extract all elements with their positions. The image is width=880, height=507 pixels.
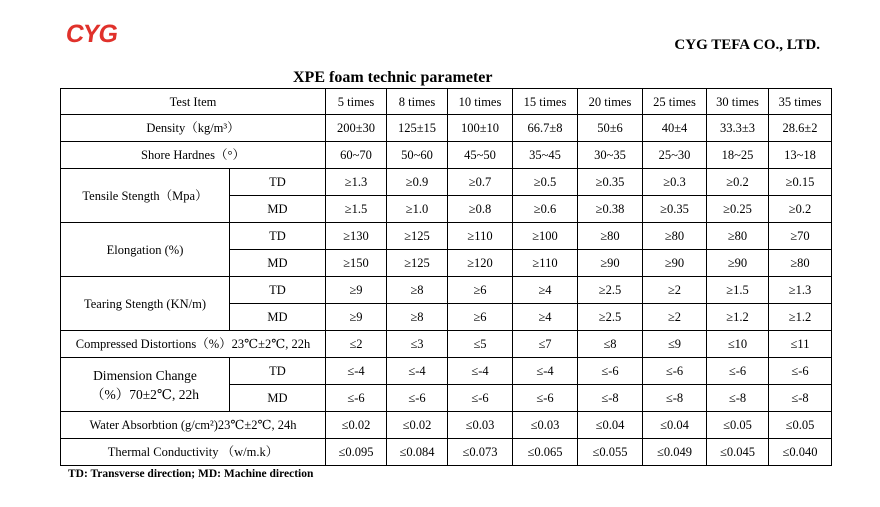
table-cell: ≥0.38 [578, 196, 643, 223]
table-cell: ≤-8 [707, 385, 769, 412]
table-cell: ≤0.095 [326, 439, 387, 466]
table-row [61, 223, 832, 250]
table-cell: ≤-6 [769, 358, 832, 385]
table-cell: ≤0.03 [513, 412, 578, 439]
table-cell: ≥0.15 [769, 169, 832, 196]
table-row [61, 412, 832, 439]
row-label-text: Tearing Stength (KN/m) [83, 296, 206, 311]
table-row [61, 115, 832, 142]
table-cell: ≤-6 [448, 385, 513, 412]
table-cell: ≥9 [326, 277, 387, 304]
table-cell: ≥8 [387, 304, 448, 331]
table-cell: ≤5 [448, 331, 513, 358]
table-cell: ≤-4 [387, 358, 448, 385]
table-cell: 100±10 [448, 115, 513, 142]
table-cell: ≤-4 [513, 358, 578, 385]
row-label: Compressed Distortions（%）23℃±2℃, 22h [61, 331, 326, 358]
table-cell: ≥80 [707, 223, 769, 250]
table-cell: ≤0.05 [769, 412, 832, 439]
row-label-text: Dimension Change [93, 367, 197, 383]
table-cell: ≥130 [326, 223, 387, 250]
table-cell: ≥6 [448, 304, 513, 331]
table-cell: ≥9 [326, 304, 387, 331]
row-label [61, 169, 230, 223]
table-cell: ≥2.5 [578, 304, 643, 331]
table-cell: ≤0.040 [769, 439, 832, 466]
table-cell: 13~18 [769, 142, 832, 169]
column-header: 20 times [578, 89, 643, 115]
table-cell: ≥90 [707, 250, 769, 277]
table-cell: ≤-6 [707, 358, 769, 385]
table-cell: 40±4 [643, 115, 707, 142]
table-cell: ≤-6 [578, 358, 643, 385]
table-cell: ≥0.35 [643, 196, 707, 223]
table-cell: ≤3 [387, 331, 448, 358]
direction-label: MD [230, 196, 326, 223]
table-row [61, 169, 832, 196]
table-cell: ≥0.5 [513, 169, 578, 196]
table-row [61, 331, 832, 358]
table-cell: ≥70 [769, 223, 832, 250]
column-header: 5 times [326, 89, 387, 115]
table-cell: ≥0.3 [643, 169, 707, 196]
table-cell: 28.6±2 [769, 115, 832, 142]
table-cell: ≤-6 [643, 358, 707, 385]
column-header: 15 times [513, 89, 578, 115]
table-row [61, 142, 832, 169]
table-cell: 18~25 [707, 142, 769, 169]
table-cell: 60~70 [326, 142, 387, 169]
table-cell: ≤0.03 [448, 412, 513, 439]
table-cell: ≤0.084 [387, 439, 448, 466]
row-label: Thermal Conductivity （w/m.k） [61, 439, 326, 466]
table-cell: ≥8 [387, 277, 448, 304]
table-cell: ≤-6 [326, 385, 387, 412]
table-cell: ≥125 [387, 223, 448, 250]
row-label-subtext: （%）70±2℃, 22h [90, 386, 199, 402]
table-cell: ≥1.3 [326, 169, 387, 196]
direction-label: TD [230, 277, 326, 304]
table-row [61, 277, 832, 304]
table-cell: 200±30 [326, 115, 387, 142]
table-cell: ≥0.6 [513, 196, 578, 223]
table-cell: ≤9 [643, 331, 707, 358]
table-cell: ≤0.055 [578, 439, 643, 466]
table-cell: ≥1.2 [707, 304, 769, 331]
header-test-item: Test Item [61, 89, 326, 115]
row-label [61, 277, 230, 331]
table-cell: ≥80 [578, 223, 643, 250]
table-cell: ≥2 [643, 277, 707, 304]
direction-label: MD [230, 385, 326, 412]
table-cell: ≥90 [643, 250, 707, 277]
row-label-text: Tensile Stength（Mpa） [82, 188, 208, 203]
table-cell: ≤-4 [326, 358, 387, 385]
table-cell: ≥2.5 [578, 277, 643, 304]
table-cell: ≥100 [513, 223, 578, 250]
table-cell: ≥110 [513, 250, 578, 277]
table-cell: ≥120 [448, 250, 513, 277]
table-cell: ≥0.25 [707, 196, 769, 223]
table-cell: ≤-6 [513, 385, 578, 412]
table-cell: ≥6 [448, 277, 513, 304]
table-cell: ≥1.5 [707, 277, 769, 304]
row-label: Shore Hardnes（°） [61, 142, 326, 169]
table-cell: ≤0.049 [643, 439, 707, 466]
table-cell: ≥1.3 [769, 277, 832, 304]
table-cell: 50~60 [387, 142, 448, 169]
row-label [61, 223, 230, 277]
column-header: 30 times [707, 89, 769, 115]
table-cell: ≤-4 [448, 358, 513, 385]
table-cell: ≤-8 [769, 385, 832, 412]
table-cell: ≥0.35 [578, 169, 643, 196]
direction-label: TD [230, 169, 326, 196]
table-cell: ≥80 [643, 223, 707, 250]
table-cell: ≤10 [707, 331, 769, 358]
table-cell: 30~35 [578, 142, 643, 169]
company-name: CYG TEFA CO., LTD. [674, 37, 820, 53]
table-cell: ≤8 [578, 331, 643, 358]
table-cell: ≥150 [326, 250, 387, 277]
direction-label: TD [230, 223, 326, 250]
table-cell: ≥1.0 [387, 196, 448, 223]
table-cell: ≥80 [769, 250, 832, 277]
table-cell: ≥0.8 [448, 196, 513, 223]
table-cell: ≤0.065 [513, 439, 578, 466]
column-header: 8 times [387, 89, 448, 115]
table-cell: ≤0.05 [707, 412, 769, 439]
table-cell: 66.7±8 [513, 115, 578, 142]
table-cell: ≥0.2 [769, 196, 832, 223]
column-header: 35 times [769, 89, 832, 115]
column-header: 25 times [643, 89, 707, 115]
table-cell: 125±15 [387, 115, 448, 142]
table-cell: ≥2 [643, 304, 707, 331]
table-cell: ≤0.045 [707, 439, 769, 466]
table-cell: ≤0.02 [387, 412, 448, 439]
row-label [61, 358, 230, 412]
table-cell: ≥0.9 [387, 169, 448, 196]
table-cell: ≥110 [448, 223, 513, 250]
row-label: Water Absorbtion (g/cm²)23℃±2℃, 24h [61, 412, 326, 439]
table-cell: ≥125 [387, 250, 448, 277]
table-body [61, 89, 832, 466]
table-cell: ≤0.04 [578, 412, 643, 439]
table-cell: ≥1.5 [326, 196, 387, 223]
table-cell: ≤0.073 [448, 439, 513, 466]
row-label-text: Elongation (%) [106, 242, 184, 257]
table-cell: ≥4 [513, 277, 578, 304]
column-header: 10 times [448, 89, 513, 115]
table-cell: ≥0.2 [707, 169, 769, 196]
company-logo: CYG [64, 20, 120, 48]
table-cell: ≥0.7 [448, 169, 513, 196]
table-cell: 35~45 [513, 142, 578, 169]
table-cell: 33.3±3 [707, 115, 769, 142]
table-cell: ≤-8 [643, 385, 707, 412]
direction-label: TD [230, 358, 326, 385]
table-cell: ≤11 [769, 331, 832, 358]
page-title: XPE foam technic parameter [293, 69, 493, 86]
table-cell: ≥90 [578, 250, 643, 277]
table-cell: 50±6 [578, 115, 643, 142]
table-cell: 45~50 [448, 142, 513, 169]
table-cell: ≤2 [326, 331, 387, 358]
parameter-table [60, 88, 832, 466]
table-cell: ≤7 [513, 331, 578, 358]
table-cell: ≤0.04 [643, 412, 707, 439]
direction-label: MD [230, 304, 326, 331]
row-label: Density（kg/m³） [61, 115, 326, 142]
direction-label: MD [230, 250, 326, 277]
table-cell: ≥1.2 [769, 304, 832, 331]
table-row [61, 439, 832, 466]
table-cell: ≤0.02 [326, 412, 387, 439]
footnote: TD: Transverse direction; MD: Machine direction [68, 468, 314, 480]
table-row [61, 358, 832, 385]
table-cell: 25~30 [643, 142, 707, 169]
table-cell: ≤-8 [578, 385, 643, 412]
table-cell: ≥4 [513, 304, 578, 331]
table-cell: ≤-6 [387, 385, 448, 412]
table-header-row [61, 89, 832, 115]
